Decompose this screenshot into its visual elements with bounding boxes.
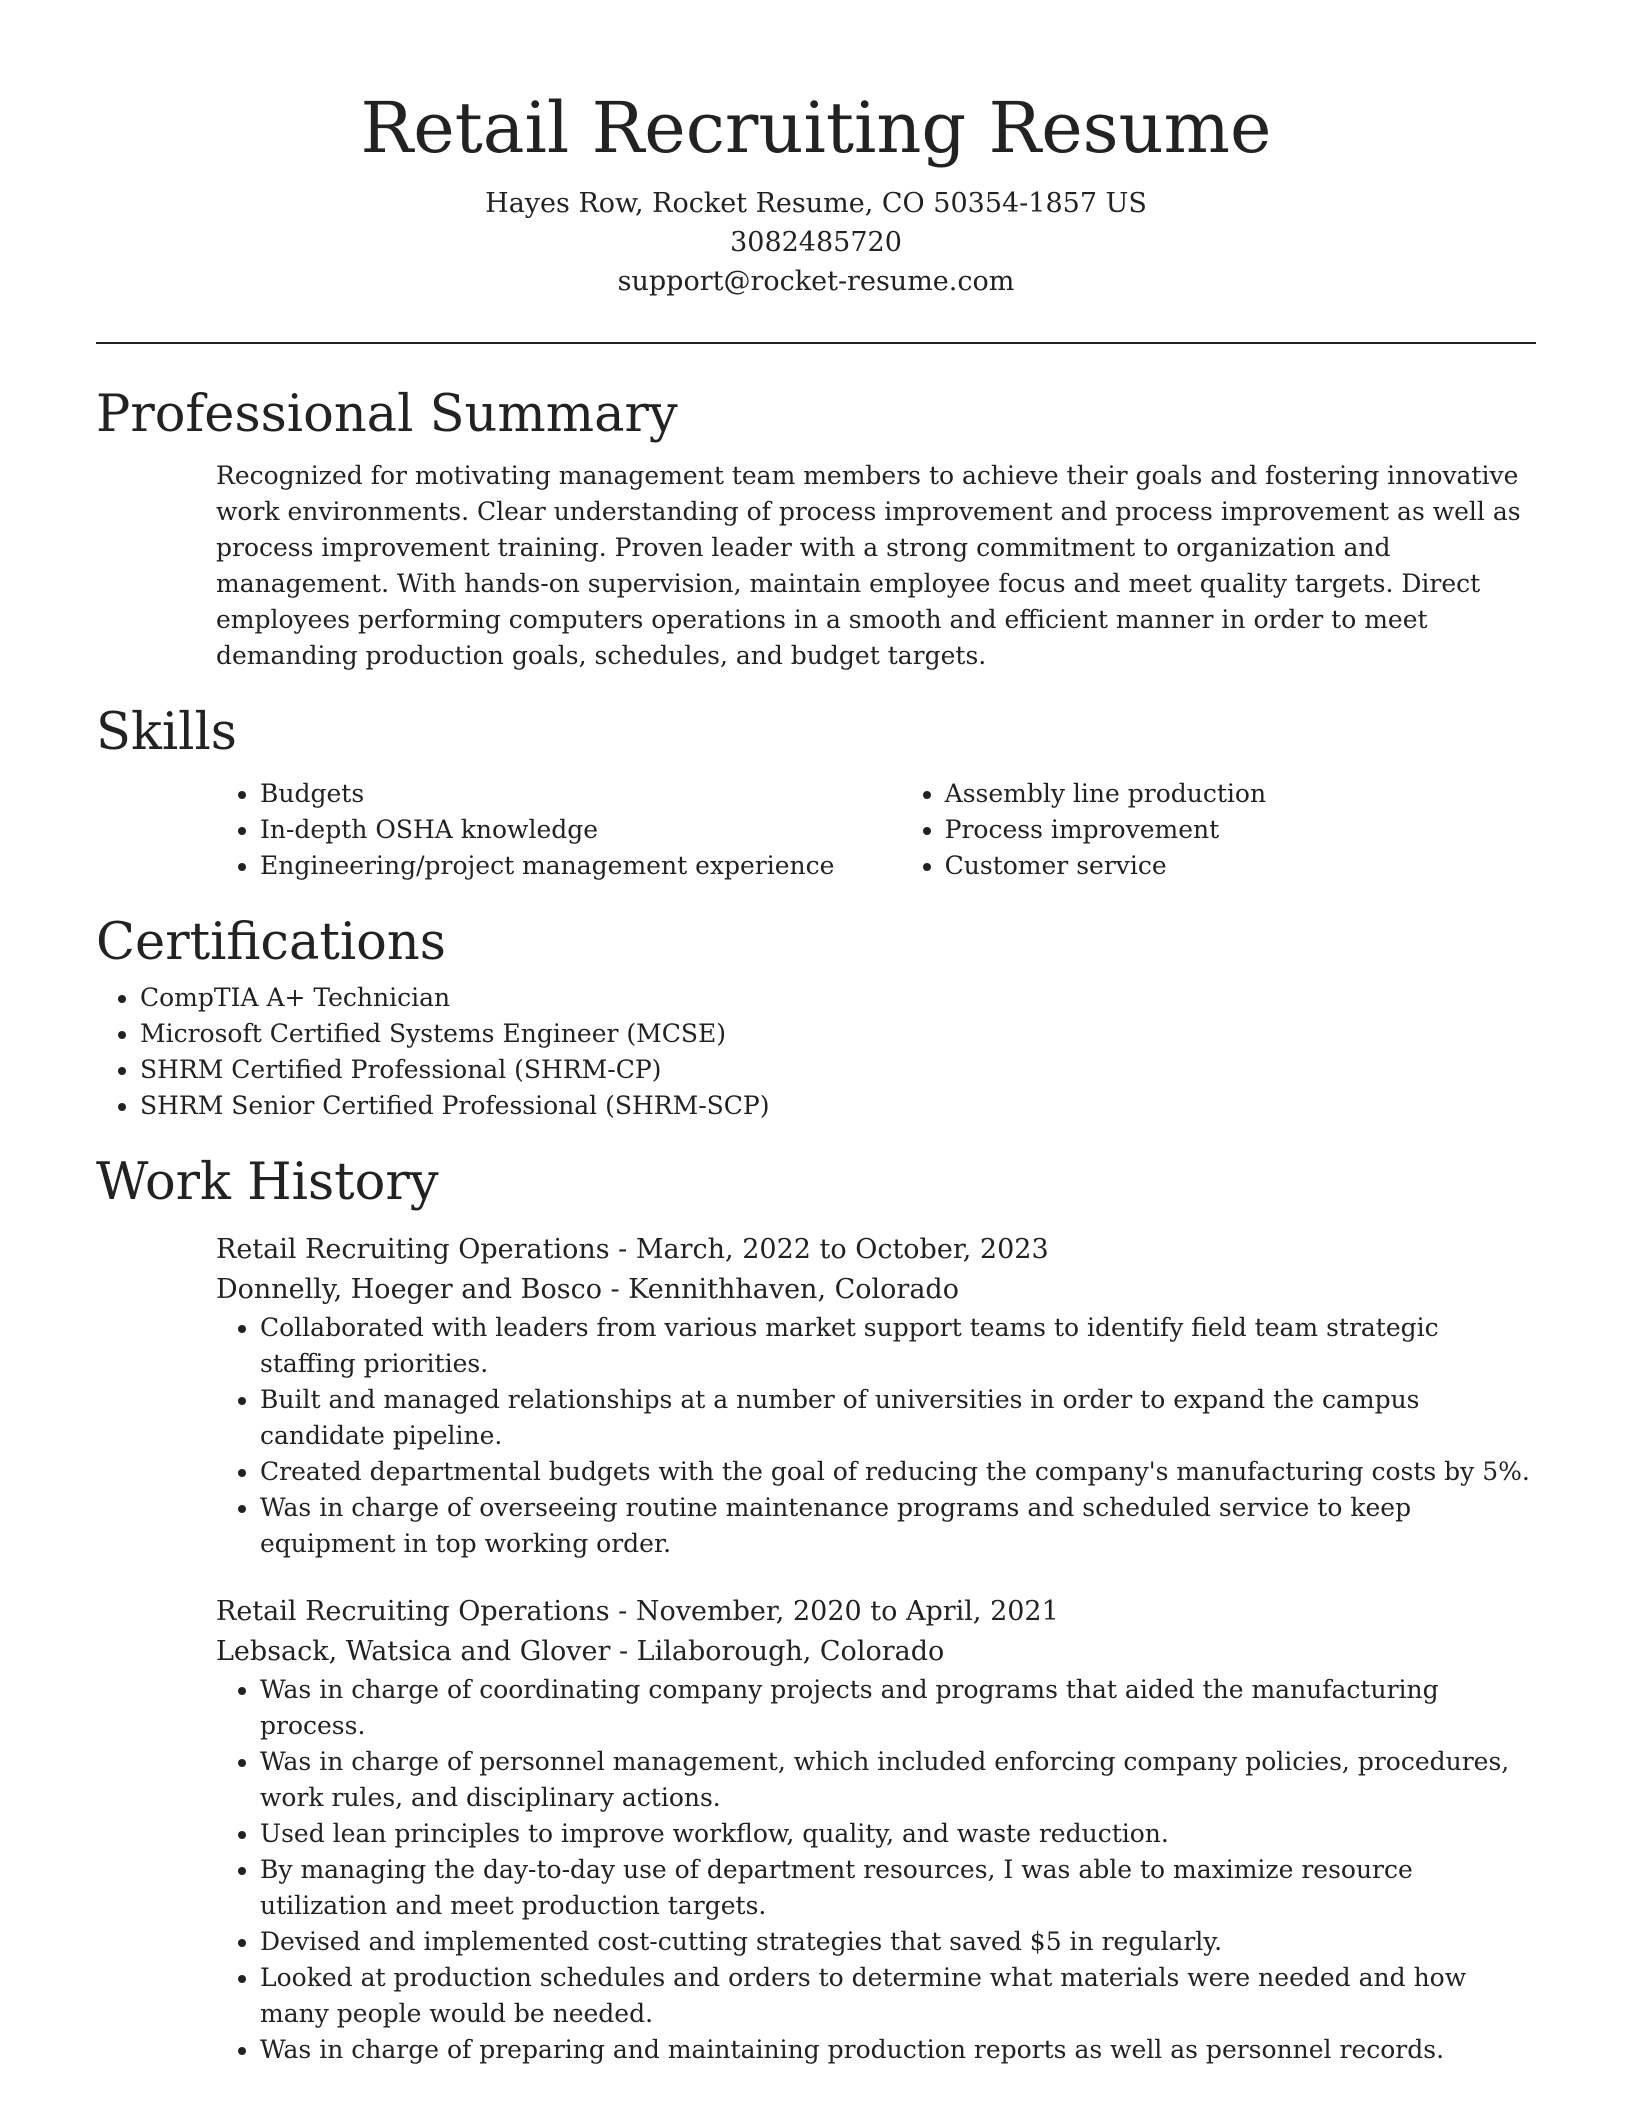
job-bullet: • Devised and implemented cost-cutting strategies that saved $5 in regularly. (260, 1924, 1536, 1960)
job-bullet: • Was in charge of preparing and maintaining production reports as well as personnel records. (260, 2032, 1536, 2068)
skill-item: • Assembly line production (945, 776, 1536, 812)
skills-column-left (216, 776, 901, 884)
job-bullet: • Was in charge of coordinating company projects and programs that aided the manufacturing process. (260, 1672, 1536, 1744)
job-bullet: • Was in charge of overseeing routine maintenance programs and scheduled service to keep equipment in top working order. (260, 1490, 1536, 1562)
skills-column-right (901, 776, 1536, 884)
job-bullet: • By managing the day-to-day use of department resources, I was able to maximize resource utilization and meet production targets. (260, 1852, 1536, 1924)
contact-email: support@rocket-resume.com (617, 266, 1015, 297)
summary-heading: Professional Summary (96, 385, 678, 444)
job-responsibilities (216, 1672, 1536, 2068)
certification-item: • SHRM Senior Certified Professional (SHRM-SCP) (140, 1088, 1536, 1124)
job-bullet: • Was in charge of personnel management, which included enforcing company policies, procedures, work rules, and disciplinary actions. (260, 1744, 1536, 1816)
job-title-line: Retail Recruiting Operations - March, 2022 to October, 2023 (216, 1234, 1049, 1265)
skill-item: • Process improvement (945, 812, 1536, 848)
certification-item: • CompTIA A+ Technician (140, 980, 1536, 1016)
job-bullet: • Created departmental budgets with the goal of reducing the company's manufacturing costs by 5%. (260, 1454, 1536, 1490)
summary-section (96, 378, 1536, 674)
skills-heading: Skills (96, 703, 237, 762)
resume-body (96, 378, 1536, 2068)
certification-item: • SHRM Certified Professional (SHRM-CP) (140, 1052, 1536, 1088)
job-entry (216, 1592, 1536, 2068)
certifications-section (96, 906, 1536, 1124)
summary-text: Recognized for motivating management team members to achieve their goals and fostering innovative work environments. Clear understanding of process improvement and process improvement as well as process improvement training. Proven leader with a strong commitment to organization and management. With hands-on supervision, maintain employee focus and meet quality targets. Direct employees performing computers operations in a smooth and efficient manner in order to meet demanding production goals, schedules, and budget targets. (216, 461, 1521, 670)
skill-item: • Engineering/project management experience (260, 848, 901, 884)
contact-address: Hayes Row, Rocket Resume, CO 50354-1857 US (485, 188, 1147, 219)
skill-item: • In-depth OSHA knowledge (260, 812, 901, 848)
job-responsibilities (216, 1310, 1536, 1562)
skill-item: • Customer service (945, 848, 1536, 884)
job-title-line: Retail Recruiting Operations - November, 2020 to April, 2021 (216, 1596, 1059, 1627)
contact-info (0, 184, 1632, 301)
work-history-section (96, 1146, 1536, 2068)
job-company-line: Lebsack, Watsica and Glover - Lilaborough, Colorado (216, 1636, 945, 1667)
contact-phone: 3082485720 (730, 227, 902, 258)
work-history-heading: Work History (96, 1153, 439, 1212)
job-entry (216, 1230, 1536, 1562)
job-bullet: • Collaborated with leaders from various market support teams to identify field team strategic staffing priorities. (260, 1310, 1536, 1382)
job-company-line: Donnelly, Hoeger and Bosco - Kennithhaven, Colorado (216, 1274, 959, 1305)
job-bullet: • Built and managed relationships at a number of universities in order to expand the campus candidate pipeline. (260, 1382, 1536, 1454)
skills-columns (216, 776, 1536, 884)
resume-header (0, 82, 1632, 301)
skill-item: • Budgets (260, 776, 901, 812)
header-divider (96, 342, 1536, 344)
job-bullet: • Used lean principles to improve workflow, quality, and waste reduction. (260, 1816, 1536, 1852)
resume-title: Retail Recruiting Resume (360, 87, 1272, 169)
certification-item: • Microsoft Certified Systems Engineer (MCSE) (140, 1016, 1536, 1052)
certifications-heading: Certifications (96, 913, 446, 972)
job-bullet: • Looked at production schedules and orders to determine what materials were needed and how many people would be needed. (260, 1960, 1536, 2032)
skills-section (96, 696, 1536, 884)
certifications-list (96, 980, 1536, 1124)
